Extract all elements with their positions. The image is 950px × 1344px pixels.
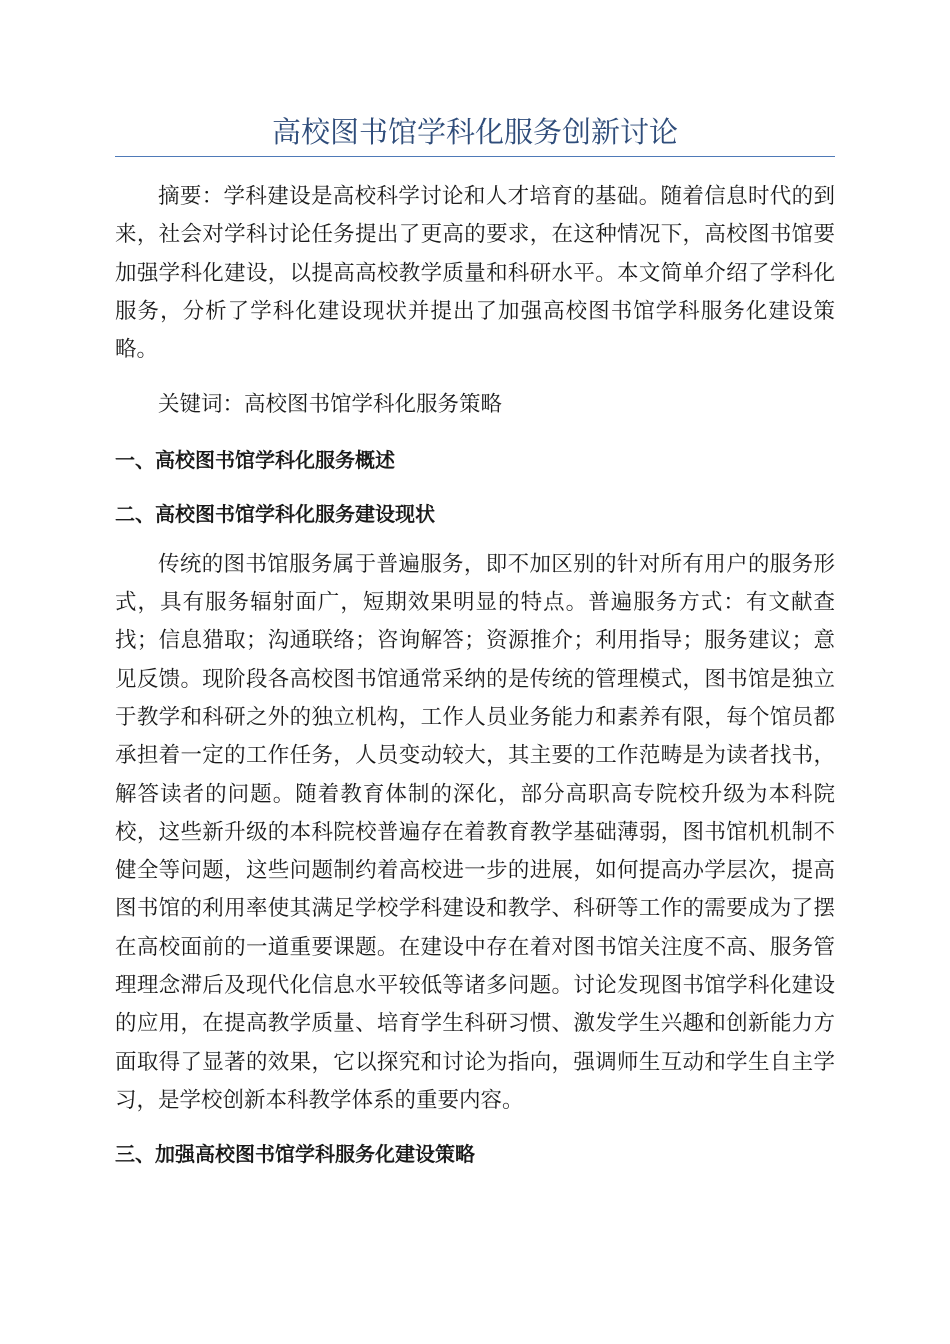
keywords-paragraph: 关键词：高校图书馆学科化服务策略 <box>158 392 503 418</box>
section-heading-1: 一、高校图书馆学科化服务概述 <box>115 447 395 472</box>
section-heading-2: 二、高校图书馆学科化服务建设现状 <box>115 501 435 526</box>
document-content <box>115 110 835 1173</box>
section-heading-3: 三、加强高校图书馆学科服务化建设策略 <box>115 1142 475 1167</box>
document-title: 高校图书馆学科化服务创新讨论 <box>115 110 835 157</box>
section-2-body-paragraph: 传统的图书馆服务属于普遍服务，即不加区别的针对所有用户的服务形式，具有服务辐射面广，短期效果明显的特点。普遍服务方式：有文献查找；信息猎取；沟通联络；咨询解答；资源推介；利用指导；服务建议；意见反馈。现阶段各高校图书馆通常采纳的是传统的管理模式，图书馆是独立于教学和科研之外的独立机构，工作人员业务能力和素养有限，每个馆员都承担着一定的工作任务，人员变动较大，其主要的工作范畴是为读者找书，解答读者的问题。随着教育体制的深化，部分高职高专院校升级为本科院校，这些新升级的本科院校普遍存在着教育教学基础薄弱，图书馆机机制不健全等问题，这些问题制约着高校进一步的进展，如何提高办学层次，提高图书馆的利用率使其满足学校学科建设和教学、科研等工作的需要成为了摆在高校面前的一道重要课题。在建设中存在着对图书馆关注度不高、服务管理理念滞后及现代化信息水平较低等诸多问题。讨论发现图书馆学科化建设的应用，在提高教学质量、培育学生科研习惯、激发学生兴趣和创新能力方面取得了显著的效果，它以探究和讨论为指向，强调师生互动和学生自主学习，是学校创新本科教学体系的重要内容。 <box>115 551 835 1113</box>
abstract-paragraph: 摘要：学科建设是高校科学讨论和人才培育的基础。随着信息时代的到来，社会对学科讨论任务提出了更高的要求，在这种情况下，高校图书馆要加强学科化建设，以提高高校教学质量和科研水平。本文简单介绍了学科化服务，分析了学科化建设现状并提出了加强高校图书馆学科服务化建设策略。 <box>115 184 835 363</box>
